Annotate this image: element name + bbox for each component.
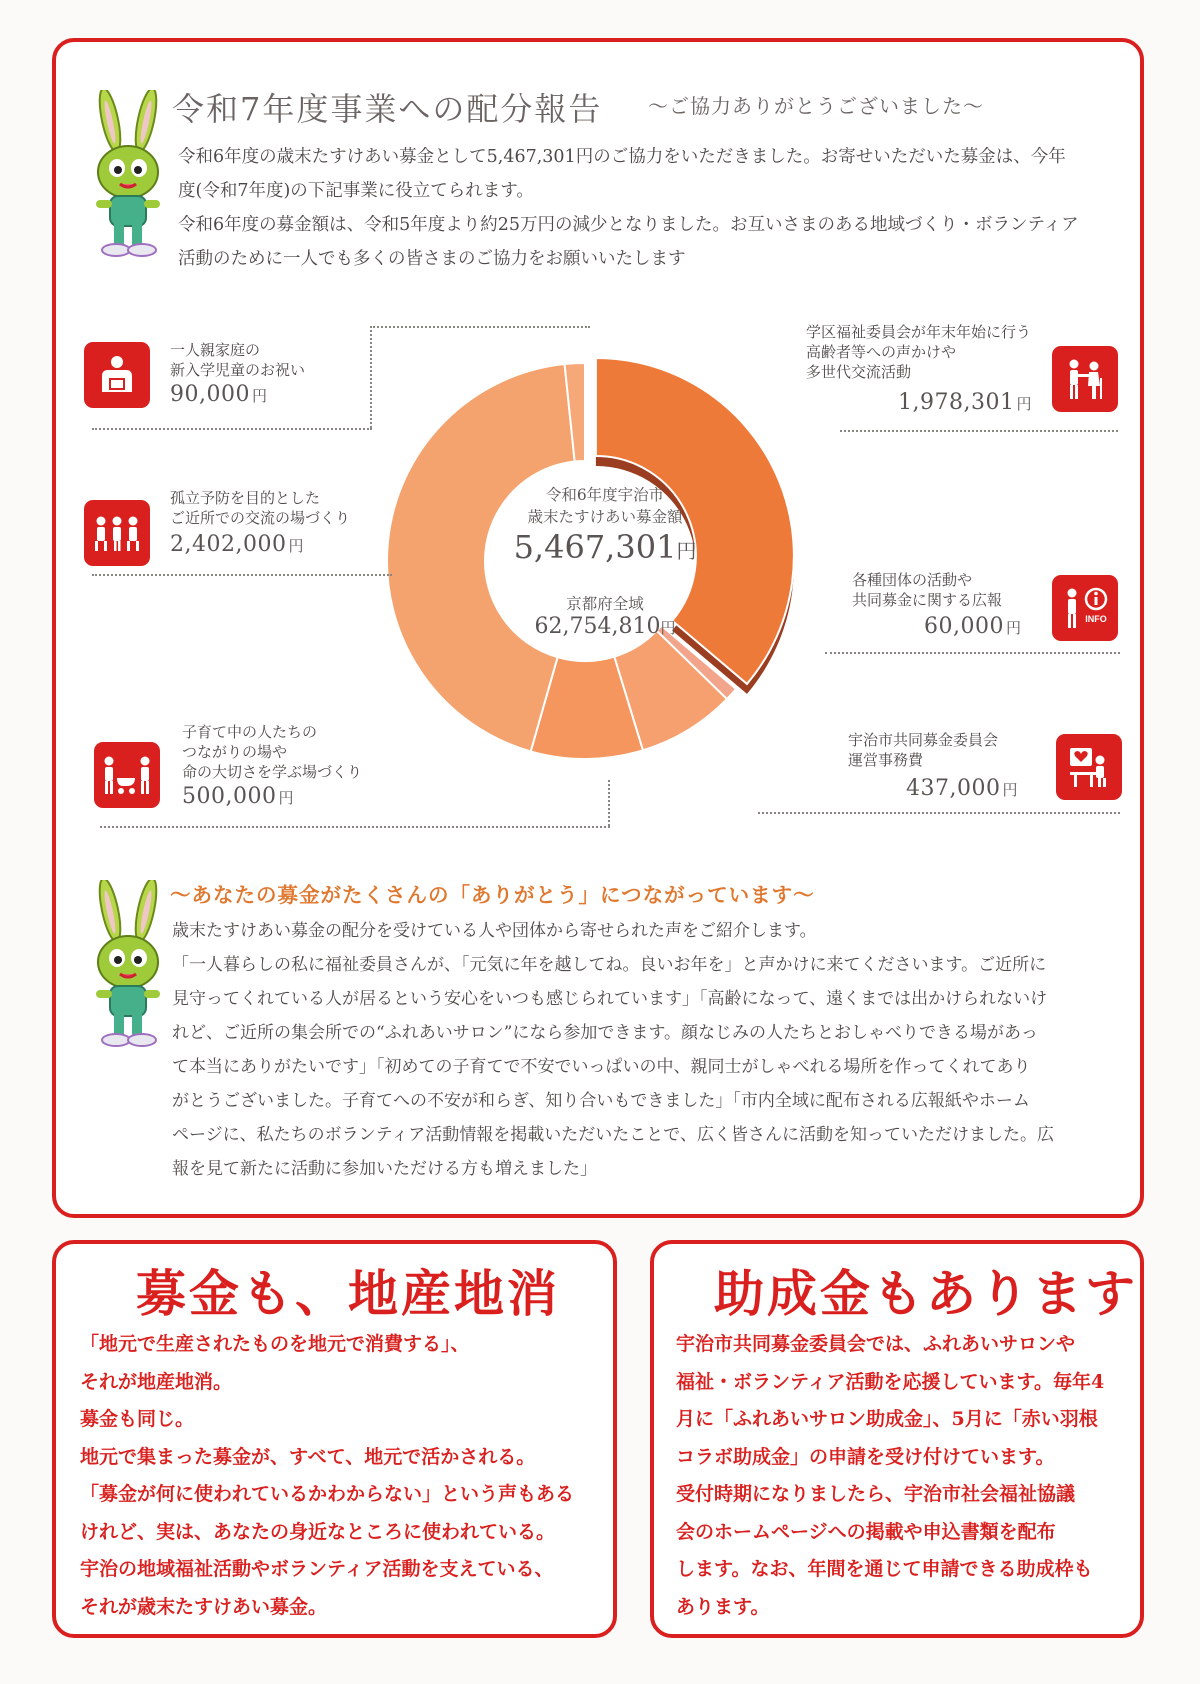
thanks-line: れど、ご近所の集会所での“ふれあいサロン”になら参加できます。顔なじみの人たちとおしゃべりできる場があっ	[172, 1023, 1038, 1043]
alloc-single-parent-amount: 90,000 円	[170, 382, 268, 407]
elderly-helper-icon	[1052, 346, 1118, 412]
desk-heart-icon	[1056, 734, 1122, 800]
local-line: それが地産地消。	[80, 1370, 233, 1393]
alloc-district-label	[806, 322, 1031, 382]
alloc-label-line: 孤立予防を目的とした	[170, 489, 321, 507]
alloc-label-line: 共同募金に関する広報	[852, 591, 1003, 609]
local-line: 「募金が何に使われているかわからない」という声もある	[80, 1483, 575, 1505]
info-person-icon	[1052, 575, 1118, 641]
leader-line	[370, 326, 372, 428]
center-kyoto-amount: 62,754,810	[534, 614, 661, 639]
leader-line	[825, 652, 1120, 654]
thanks-line: 「一人暮らしの私に福祉委員さんが、「元気に年を越してね。良いお年を」と声かけに来てくださいます。ご近所に	[172, 955, 1047, 975]
grants-line: 受付時期になりましたら、宇治市社会福祉協議	[676, 1483, 1076, 1505]
alloc-admin-label	[848, 730, 998, 770]
alloc-label-line: 新入学児童のお祝い	[170, 361, 306, 379]
intro-line: 令和6年度の歳末たすけあい募金として5,467,301円のご協力をいただきました。お寄せいただいた募金は、今年	[178, 147, 1066, 167]
alloc-isolation-amount: 2,402,000 円	[170, 532, 304, 557]
thanks-line: 歳末たすけあい募金の配分を受けている人や団体から寄せられた声をご紹介します。	[172, 921, 817, 941]
grants-body	[676, 1326, 1136, 1626]
alloc-publicity-amount: 60,000 円	[924, 614, 1022, 639]
info-icon-text: INFO	[1085, 614, 1107, 624]
grants-line: 月に「ふれあいサロン助成金」、5月に「赤い羽根	[676, 1408, 1098, 1430]
grants-line: します。なお、年間を通じて申請できる助成枠も	[676, 1558, 1093, 1580]
page-title: 令和7年度事業への配分報告	[172, 90, 603, 128]
family-stroller-icon	[94, 742, 160, 808]
alloc-label-line: つながりの場や	[182, 743, 288, 761]
thanks-line: て本当にありがたいです」「初めての子育てで不安でいっぱいの中、親同士がしゃべれる場所を作ってくれてあり	[172, 1057, 1031, 1077]
leader-line	[92, 428, 372, 430]
leader-line	[608, 780, 610, 826]
alloc-label-line: ご近所での交流の場づくり	[170, 509, 351, 527]
thanks-paragraph	[172, 914, 1112, 1186]
alloc-admin-amount: 437,000 円	[906, 776, 1018, 801]
alloc-label-line: 運営事務費	[848, 751, 924, 769]
intro-line: 活動のために一人でも多くの皆さまのご協力をお願いいたします	[178, 249, 686, 269]
alloc-isolation-label	[170, 488, 350, 528]
thanks-line: がとうございました。子育てへの不安が和らぎ、知り合いもできました」「市内全域に配布される広報紙やホーム	[172, 1091, 1030, 1111]
local-line: 宇治の地域福祉活動やボランティア活動を支えている、	[80, 1558, 554, 1580]
intro-line: 令和6年度の募金額は、令和5年度より約25万円の減少となりました。お互いさまのある地域づくり・ボランティア	[178, 215, 1079, 235]
people-group-icon	[84, 500, 150, 566]
alloc-childcare-amount: 500,000 円	[182, 784, 294, 809]
alloc-label-line: 各種団体の活動や	[852, 571, 973, 589]
center-label-line2: 歳末たすけあい募金額	[527, 508, 683, 526]
grants-title: 助成金もあります	[714, 1264, 1138, 1323]
intro-line: 度(令和7年度)の下記事業に役立てられます。	[178, 181, 534, 201]
local-line: 募金も同じ。	[80, 1408, 195, 1430]
center-kyoto-yen: 円	[660, 619, 676, 637]
center-total-yen: 円	[676, 539, 697, 563]
center-kyoto-label: 京都府全域	[566, 595, 644, 613]
alloc-label-line: 高齢者等への声かけや	[806, 343, 957, 361]
alloc-childcare-label	[182, 722, 362, 782]
center-label-line1: 令和6年度宇治市	[545, 486, 665, 504]
thanks-line: 見守ってくれている人が居るという安心をいつも感じられています」「高齢になって、遠くまでは出かけられないけ	[172, 989, 1048, 1009]
local-line: 地元で集まった募金が、すべて、地元で活かされる。	[80, 1445, 536, 1468]
leader-line	[758, 812, 1120, 814]
local-line: けれど、実は、あなたの身近なところに使われている。	[80, 1520, 556, 1543]
intro-paragraph	[178, 140, 1118, 276]
alloc-label-line: 子育て中の人たちの	[182, 723, 318, 741]
alloc-label-line: 多世代交流活動	[806, 363, 912, 381]
thanks-line: ページに、私たちのボランティア活動情報を掲載いただいたことで、広く皆さんに活動を知っていただけました。広	[172, 1125, 1054, 1145]
center-total-amount: 5,467,301	[513, 528, 677, 566]
rabbit-mascot-icon	[80, 90, 176, 260]
alloc-label-line: 宇治市共同募金委員会	[848, 731, 999, 749]
grants-line: 福祉・ボランティア活動を応援しています。毎年4	[676, 1370, 1105, 1393]
leader-line	[840, 430, 1118, 432]
alloc-single-parent-label	[170, 340, 305, 380]
thanks-line: 報を見て新たに活動に参加いただける方も増えました」	[172, 1159, 597, 1179]
leader-line	[370, 326, 590, 328]
alloc-district-amount: 1,978,301 円	[898, 390, 1032, 415]
alloc-label-line: 命の大切さを学ぶ場づくり	[182, 763, 363, 781]
grants-line: あります。	[676, 1595, 770, 1618]
local-donation-body	[80, 1326, 600, 1626]
rabbit-mascot-icon	[80, 880, 176, 1050]
local-line: それが歳末たすけあい募金。	[80, 1595, 328, 1618]
gift-hands-icon	[84, 342, 150, 408]
alloc-publicity-label	[852, 570, 1002, 610]
leader-line	[100, 826, 610, 828]
grants-line: 宇治市共同募金委員会では、ふれあいサロンや	[676, 1333, 1076, 1355]
page-subtitle: ～ご協力ありがとうございました～	[648, 94, 984, 118]
alloc-label-line: 学区福祉委員会が年末年始に行う	[806, 323, 1032, 341]
grants-line: 会のホームページへの掲載や申込書類を配布	[676, 1520, 1056, 1543]
local-donation-title: 募金も、地産地消	[136, 1264, 560, 1323]
alloc-label-line: 一人親家庭の	[170, 341, 261, 359]
local-line: 「地元で生産されたものを地元で消費する」、	[80, 1333, 470, 1355]
thanks-heading: ～あなたの募金がたくさんの「ありがとう」につながっています～	[170, 883, 815, 907]
leader-line	[92, 574, 392, 576]
grants-line: コラボ助成金」の申請を受け付けています。	[676, 1445, 1055, 1468]
